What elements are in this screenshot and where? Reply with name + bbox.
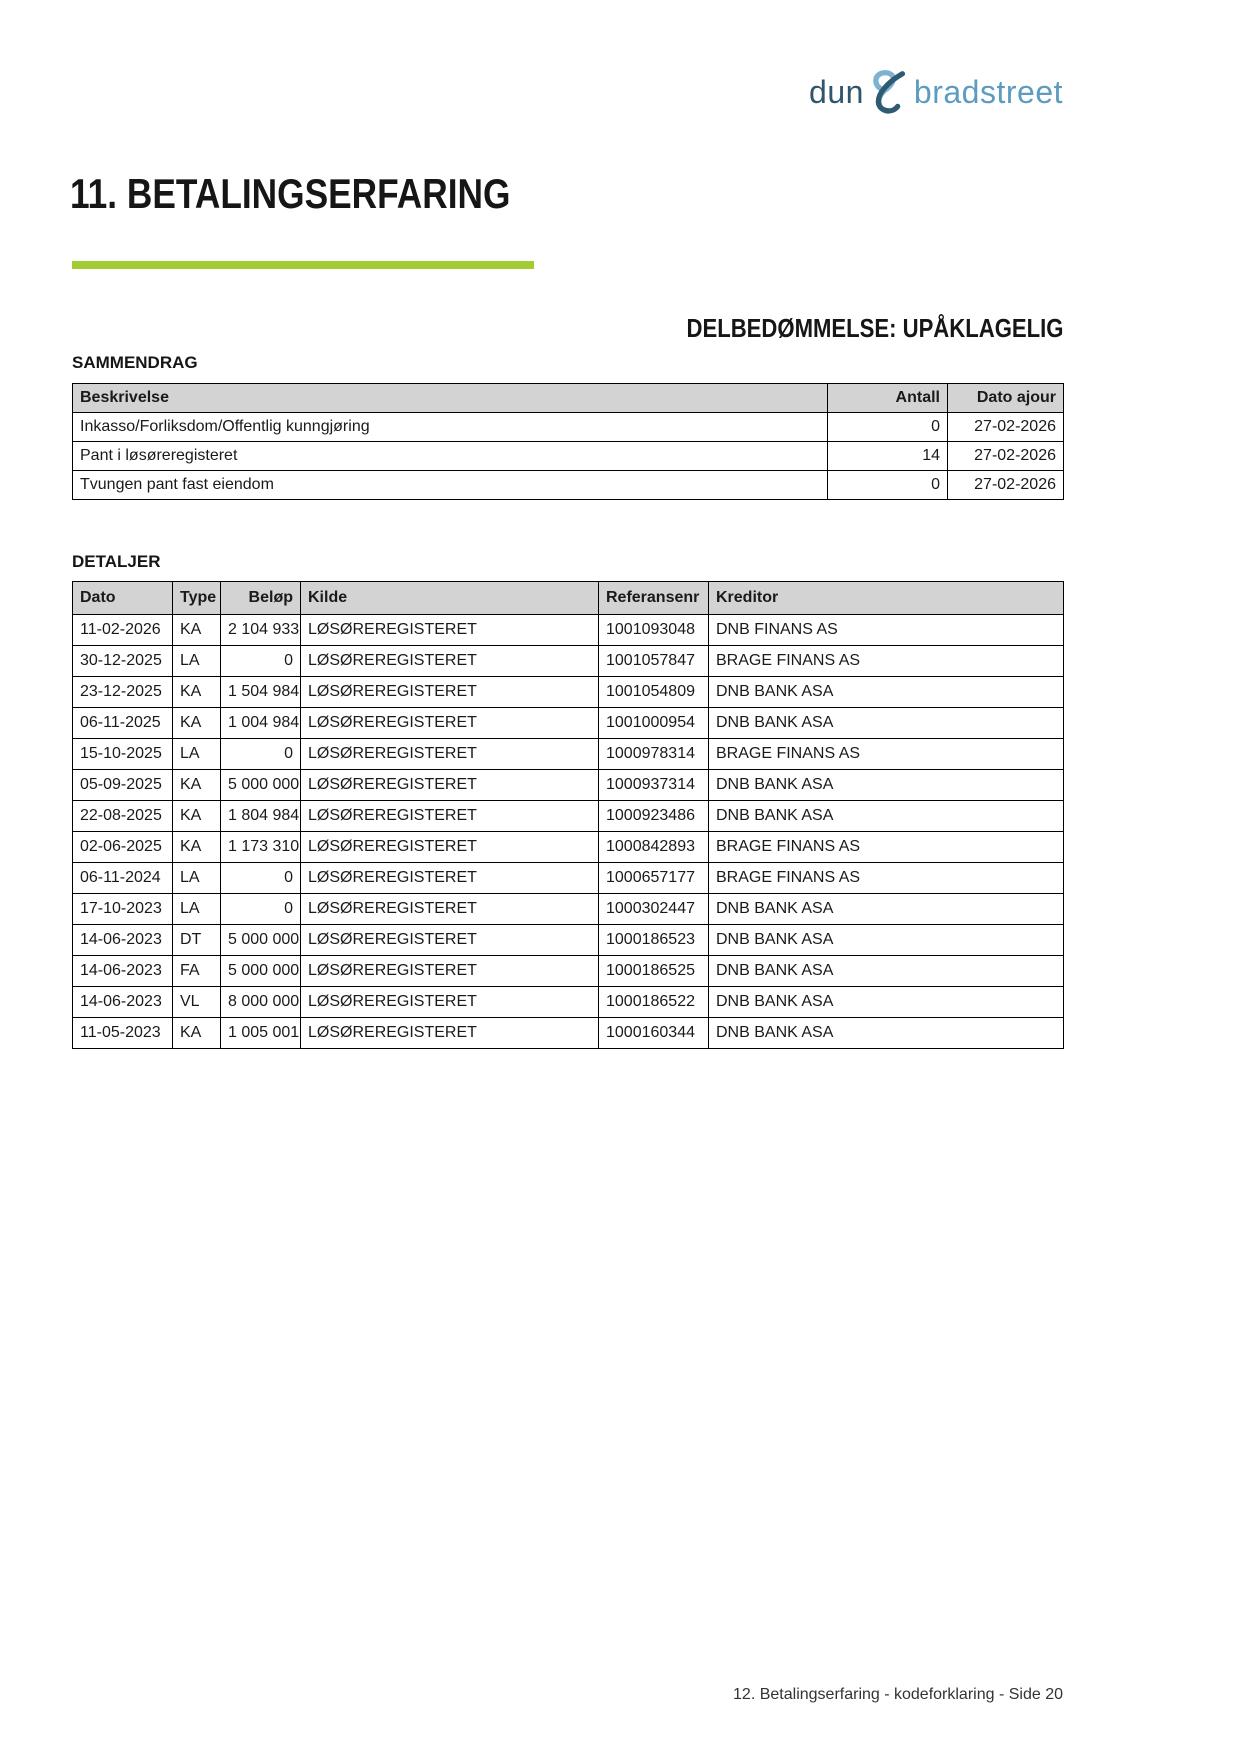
table-row [73, 925, 1064, 956]
ampersand-icon [867, 68, 911, 116]
table-cell: 1 504 984 [221, 677, 301, 708]
table-cell: 05-09-2025 [73, 770, 173, 801]
column-header: Kreditor [709, 582, 1064, 615]
table-row [73, 708, 1064, 739]
table-row [73, 987, 1064, 1018]
table-cell: 15-10-2025 [73, 739, 173, 770]
table-cell: 14-06-2023 [73, 987, 173, 1018]
table-cell: LØSØREREGISTERET [301, 739, 599, 770]
table-cell: VL [173, 987, 221, 1018]
table-cell: 1000186523 [599, 925, 709, 956]
table-row [73, 677, 1064, 708]
header-row [73, 582, 1064, 615]
summary-section-label: SAMMENDRAG [72, 353, 198, 372]
column-header: Antall [828, 384, 948, 413]
table-cell: 5 000 000 [221, 770, 301, 801]
table-cell: 1000186522 [599, 987, 709, 1018]
column-header: Referansenr [599, 582, 709, 615]
table-row [73, 956, 1064, 987]
column-header: Beløp [221, 582, 301, 615]
column-header: Dato ajour [948, 384, 1064, 413]
logo-text-dun: dun [809, 73, 864, 110]
table-cell: LØSØREREGISTERET [301, 925, 599, 956]
table-row [73, 1018, 1064, 1049]
table-row [73, 615, 1064, 646]
table-cell: 23-12-2025 [73, 677, 173, 708]
table-cell: 1000302447 [599, 894, 709, 925]
table-cell: Pant i løsøreregisteret [73, 442, 828, 471]
column-header: Beskrivelse [73, 384, 828, 413]
table-row [73, 801, 1064, 832]
table-cell: DNB BANK ASA [709, 708, 1064, 739]
table-cell: 1000923486 [599, 801, 709, 832]
table-cell: LØSØREREGISTERET [301, 677, 599, 708]
table-cell: LØSØREREGISTERET [301, 987, 599, 1018]
table-cell: LØSØREREGISTERET [301, 1018, 599, 1049]
table-cell: DNB BANK ASA [709, 677, 1064, 708]
table-cell: 30-12-2025 [73, 646, 173, 677]
table-cell: LØSØREREGISTERET [301, 832, 599, 863]
table-row [73, 739, 1064, 770]
table-cell: BRAGE FINANS AS [709, 863, 1064, 894]
table-row [73, 646, 1064, 677]
table-row [73, 894, 1064, 925]
summary-table-header [73, 384, 1064, 413]
table-cell: LA [173, 863, 221, 894]
table-cell: LØSØREREGISTERET [301, 801, 599, 832]
table-cell: 1 005 001 [221, 1018, 301, 1049]
table-cell: 0 [828, 413, 948, 442]
table-cell: DNB BANK ASA [709, 987, 1064, 1018]
table-cell: 0 [221, 739, 301, 770]
table-cell: 1001000954 [599, 708, 709, 739]
table-cell: 1001093048 [599, 615, 709, 646]
table-cell: LØSØREREGISTERET [301, 894, 599, 925]
table-cell: DNB FINANS AS [709, 615, 1064, 646]
table-cell: 17-10-2023 [73, 894, 173, 925]
table-cell: LØSØREREGISTERET [301, 956, 599, 987]
details-table-body [73, 615, 1064, 1049]
table-cell: 5 000 000 [221, 956, 301, 987]
table-cell: 1001054809 [599, 677, 709, 708]
table-cell: 0 [221, 863, 301, 894]
details-table [72, 581, 1064, 1049]
table-cell: DNB BANK ASA [709, 956, 1064, 987]
summary-table [72, 383, 1064, 500]
table-cell: LØSØREREGISTERET [301, 708, 599, 739]
table-cell: DNB BANK ASA [709, 770, 1064, 801]
table-cell: 27-02-2026 [948, 413, 1064, 442]
table-cell: KA [173, 615, 221, 646]
table-cell: BRAGE FINANS AS [709, 646, 1064, 677]
table-cell: Inkasso/Forliksdom/Offentlig kunngjøring [73, 413, 828, 442]
table-cell: KA [173, 832, 221, 863]
table-cell: 1000978314 [599, 739, 709, 770]
table-cell: 0 [221, 646, 301, 677]
table-cell: 14-06-2023 [73, 956, 173, 987]
table-cell: 1000937314 [599, 770, 709, 801]
table-cell: BRAGE FINANS AS [709, 832, 1064, 863]
table-cell: LØSØREREGISTERET [301, 770, 599, 801]
table-row [73, 832, 1064, 863]
dun-bradstreet-logo [809, 70, 1063, 114]
table-cell: 06-11-2024 [73, 863, 173, 894]
table-row [73, 770, 1064, 801]
column-header: Type [173, 582, 221, 615]
table-row [73, 471, 1064, 500]
assessment-heading: DELBEDØMMELSE: UPÅKLAGELIG [686, 313, 1063, 343]
table-cell: 11-02-2026 [73, 615, 173, 646]
table-cell: 1000160344 [599, 1018, 709, 1049]
table-cell: 1 004 984 [221, 708, 301, 739]
table-cell: LA [173, 739, 221, 770]
table-cell: 1000186525 [599, 956, 709, 987]
accent-bar [72, 261, 534, 269]
page-footer: 12. Betalingserfaring - kodeforklaring - Side 20 [733, 1686, 1063, 1703]
table-cell: 14 [828, 442, 948, 471]
details-table-header [73, 582, 1064, 615]
table-cell: LØSØREREGISTERET [301, 646, 599, 677]
page-title: 11. BETALINGSERFARING [70, 170, 511, 217]
table-cell: DNB BANK ASA [709, 894, 1064, 925]
column-header: Dato [73, 582, 173, 615]
table-cell: FA [173, 956, 221, 987]
table-cell: 1 804 984 [221, 801, 301, 832]
summary-table-body [73, 413, 1064, 500]
table-cell: 1 173 310 [221, 832, 301, 863]
table-cell: 06-11-2025 [73, 708, 173, 739]
table-cell: LA [173, 646, 221, 677]
table-cell: KA [173, 708, 221, 739]
logo-text-bradstreet: bradstreet [913, 73, 1063, 110]
table-cell: KA [173, 1018, 221, 1049]
table-cell: 1000657177 [599, 863, 709, 894]
table-cell: Tvungen pant fast eiendom [73, 471, 828, 500]
table-cell: DNB BANK ASA [709, 925, 1064, 956]
table-cell: 8 000 000 [221, 987, 301, 1018]
column-header: Kilde [301, 582, 599, 615]
table-cell: BRAGE FINANS AS [709, 739, 1064, 770]
table-cell: 5 000 000 [221, 925, 301, 956]
table-cell: 22-08-2025 [73, 801, 173, 832]
table-cell: 2 104 933 [221, 615, 301, 646]
table-cell: LØSØREREGISTERET [301, 615, 599, 646]
table-cell: 1001057847 [599, 646, 709, 677]
details-section-label: DETALJER [72, 552, 161, 571]
table-cell: 27-02-2026 [948, 471, 1064, 500]
table-row [73, 442, 1064, 471]
table-cell: 14-06-2023 [73, 925, 173, 956]
table-cell: KA [173, 770, 221, 801]
table-cell: 1000842893 [599, 832, 709, 863]
table-cell: LA [173, 894, 221, 925]
table-cell: 0 [828, 471, 948, 500]
table-cell: 02-06-2025 [73, 832, 173, 863]
table-cell: DT [173, 925, 221, 956]
table-cell: KA [173, 801, 221, 832]
table-row [73, 413, 1064, 442]
table-cell: LØSØREREGISTERET [301, 863, 599, 894]
table-cell: 0 [221, 894, 301, 925]
table-cell: 27-02-2026 [948, 442, 1064, 471]
table-cell: KA [173, 677, 221, 708]
header-row [73, 384, 1064, 413]
table-cell: 11-05-2023 [73, 1018, 173, 1049]
table-row [73, 863, 1064, 894]
table-cell: DNB BANK ASA [709, 801, 1064, 832]
table-cell: DNB BANK ASA [709, 1018, 1064, 1049]
